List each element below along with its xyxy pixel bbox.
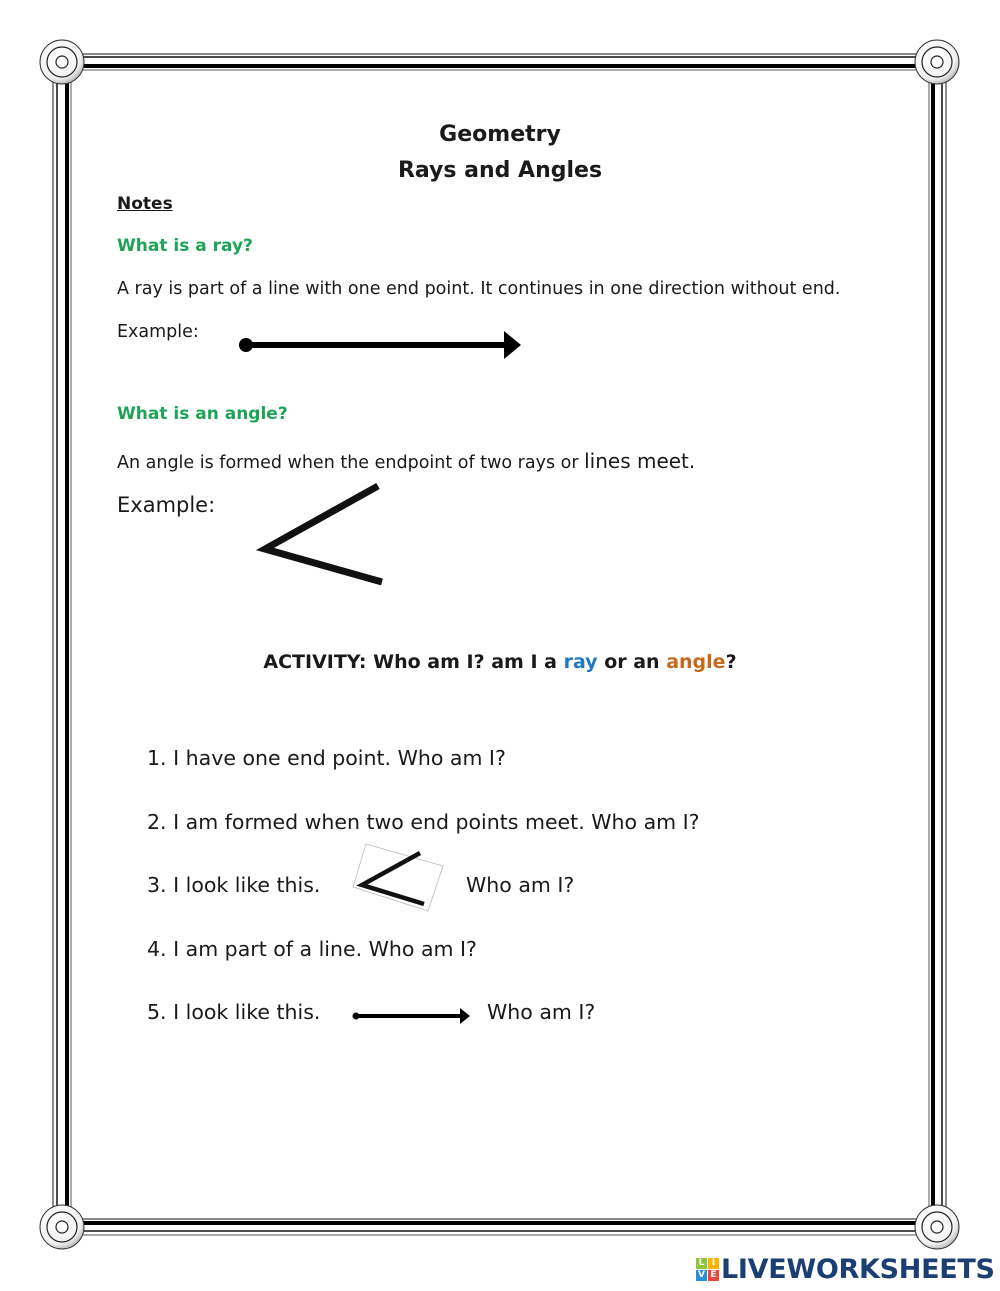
corner-ornament-top-left <box>40 40 84 84</box>
activity-angle-word: angle <box>666 651 726 673</box>
page-title: Geometry <box>439 122 561 147</box>
ray-definition: A ray is part of a line with one end point. It continues in one direction without end. <box>117 279 841 299</box>
activity-suffix: ? <box>725 651 737 673</box>
angle-example-figure <box>265 486 382 582</box>
liveworksheets-logo[interactable] <box>696 1254 995 1285</box>
page-subtitle: Rays and Angles <box>397 158 603 183</box>
angle-example-label: Example: <box>117 493 216 517</box>
question-3-who-am-i: Who am I? <box>466 873 575 897</box>
angle-definition <box>117 449 695 473</box>
ray-example-label: Example: <box>117 322 199 342</box>
angle-question-heading: What is an angle? <box>117 404 288 424</box>
logo-block-i: I <box>708 1258 719 1269</box>
corner-ornament-bottom-left <box>40 1205 84 1249</box>
logo-block-e: E <box>708 1270 719 1281</box>
logo-block-v: V <box>696 1270 707 1281</box>
q3-angle-figure <box>353 844 443 911</box>
question-5-who-am-i: Who am I? <box>487 1000 596 1024</box>
logo-blocks-icon <box>696 1258 719 1281</box>
corner-ornament-top-right <box>915 40 959 84</box>
ray-example-figure <box>239 331 521 359</box>
question-1: 1. I have one end point. Who am I? <box>147 746 506 770</box>
ray-question-heading: What is a ray? <box>117 236 253 256</box>
corner-ornament-bottom-right <box>915 1205 959 1249</box>
activity-prefix: ACTIVITY: Who am I? am I a <box>263 651 564 673</box>
question-2: 2. I am formed when two end points meet. Who am I? <box>147 810 700 834</box>
activity-middle: or an <box>597 651 667 673</box>
question-5: 5. I look like this. <box>147 1000 321 1024</box>
logo-text: LIVEWORKSHEETS <box>721 1254 995 1285</box>
question-3: 3. I look like this. <box>147 873 321 897</box>
border-lines <box>53 54 946 1235</box>
notes-heading: Notes <box>117 194 173 214</box>
question-4: 4. I am part of a line. Who am I? <box>147 937 477 961</box>
activity-ray-word: ray <box>563 651 598 673</box>
angle-definition-start: An angle is formed when the endpoint of two rays or <box>117 453 585 473</box>
q5-ray-figure <box>353 1008 471 1024</box>
activity-heading <box>0 651 1000 673</box>
angle-definition-end: lines meet. <box>584 449 696 473</box>
logo-block-l: L <box>696 1258 707 1269</box>
